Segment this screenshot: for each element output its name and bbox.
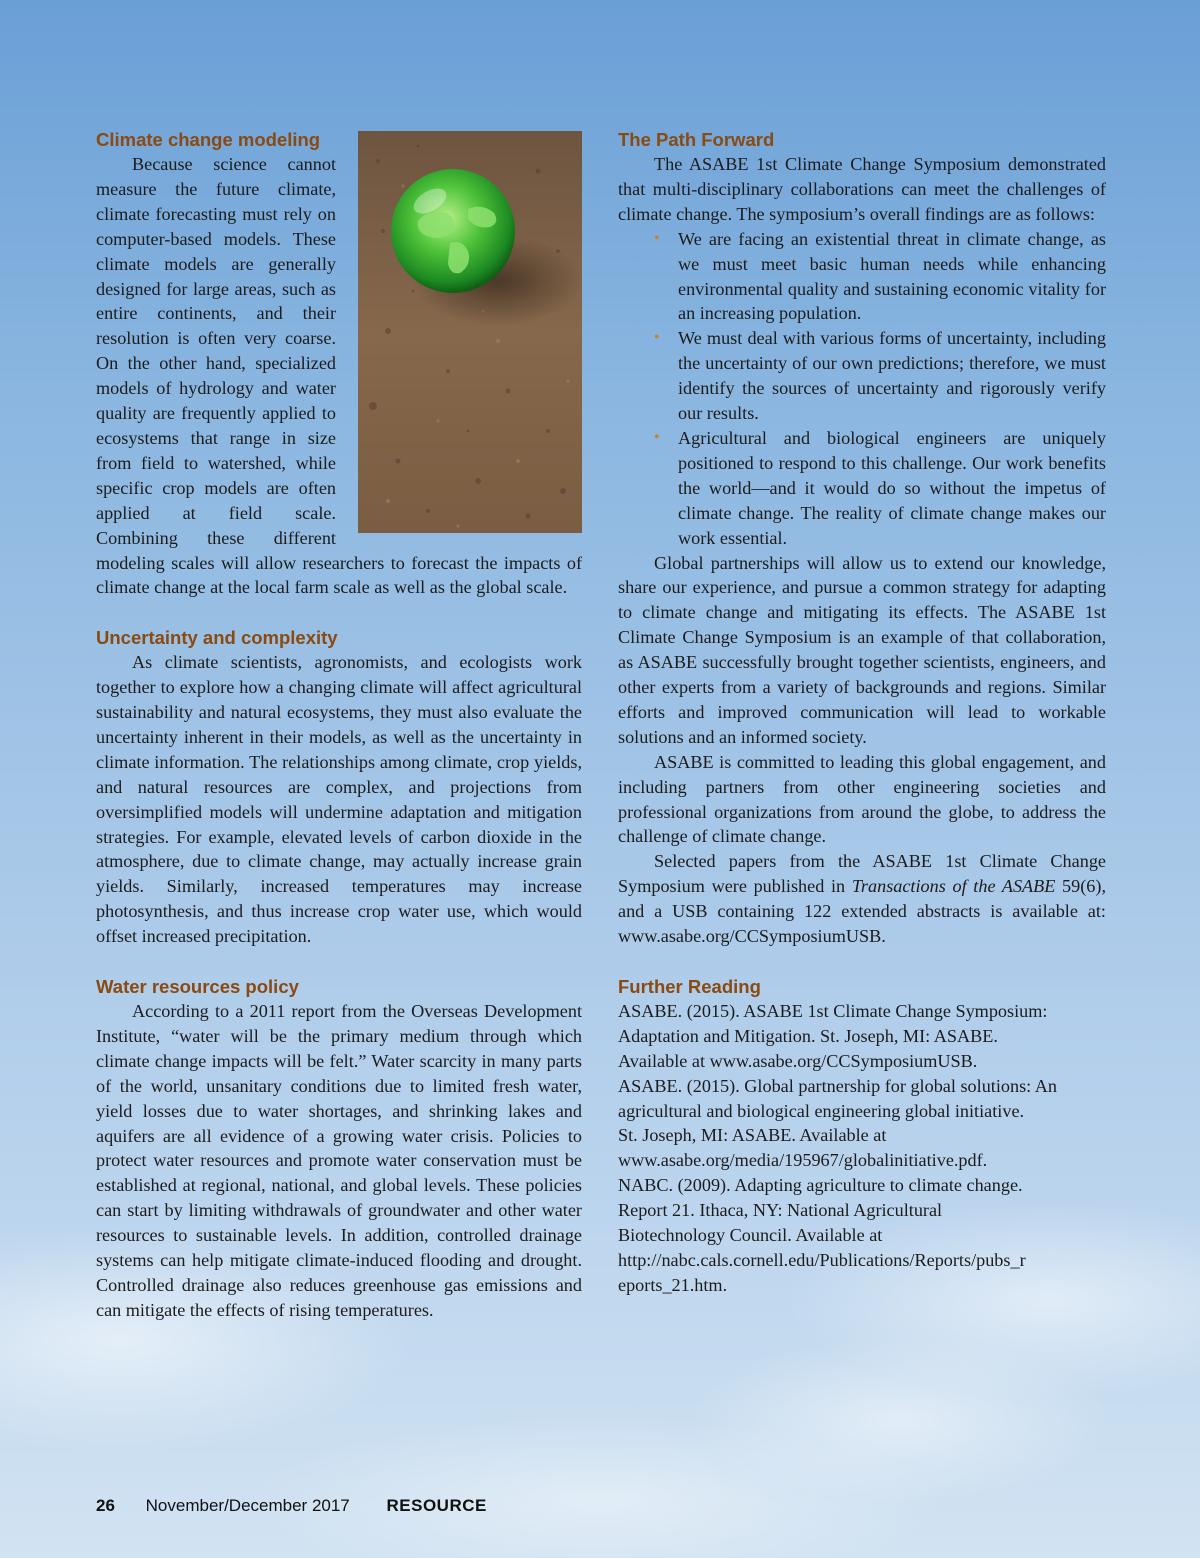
path-forward-intro: The ASABE 1st Climate Change Symposium demonstrated that multi-disciplinary collaborations can meet the challenges of climate change. The symposium’s overall findings are as follows: (618, 154, 1106, 224)
left-column (96, 127, 582, 1323)
reference-item: ASABE. (2015). ASABE 1st Climate Change Symposium: Adaptation and Mitigation. St. Joseph, MI: ASABE. Available at www.asabe.org/CCSymposiumUSB. (618, 1000, 1048, 1071)
bullet-icon: • (654, 329, 660, 347)
water-policy-paragraph: According to a 2011 report from the Overseas Development Institute, “water will be the primary medium through which climate change impacts will be felt.” Water scarcity in many parts of the world, unsanitary conditions due to limited fresh water, yield losses due to water shortages, and shrinking lakes and aquifers are all evidence of a growing water crisis. Policies to protect water resources and promote water conservation must be established at regional, national, and global levels. These policies can start by limiting withdrawals of groundwater and other water resources to sustainable levels. In addition, controlled drainage systems can help mitigate climate-induced flooding and drought. Controlled drainage also reduces greenhouse gas emissions and can mitigate the effects of rising temperatures. (96, 1000, 582, 1320)
asabe-commitment-paragraph: ASABE is committed to leading this global engagement, and including partners from other engineering societies and professional organizations from around the globe, to address the challenge of climate change. (618, 751, 1106, 847)
bullet-icon: • (654, 428, 660, 446)
section-heading-path-forward: The Path Forward (618, 129, 775, 150)
section-heading-climate-modeling: Climate change modeling (96, 129, 321, 150)
green-globe-on-soil-photo (358, 131, 582, 533)
section-heading-water-policy: Water resources policy (96, 975, 299, 997)
list-item: • We are facing an existential threat in climate change, as we must meet basic human needs while enhancing environmental quality and sustaining economic vitality for an increasing population. (654, 228, 1106, 324)
page-footer (96, 1496, 487, 1516)
magazine-name: RESOURCE (386, 1496, 487, 1515)
reference-item: NABC. (2009). Adapting agriculture to climate change. Report 21. Ithaca, NY: National Agricultural Biotechnology Council. Available at http://nabc.cals.cornell.edu/Publications/Reports/pubs_r eports_21.htm. (618, 1175, 1026, 1295)
journal-title: Transactions of the ASABE (851, 876, 1056, 897)
section-heading-uncertainty: Uncertainty and complexity (96, 627, 338, 649)
climate-modeling-paragraph: Because science cannot measure the future climate, climate forecasting must rely on computer-based models. These climate models are generally designed for large areas, such as entire continents, and their resolution is often very coarse. On the other hand, specialized models of hydrology and water quality are frequently applied to ecosystems that range in size from field to watershed, while specific crop models are often applied at field scale. Combining these different modeling scales will allow researchers to forecast the impacts of climate change at the local farm scale as well as the global scale. (96, 154, 582, 598)
global-partnerships-paragraph: Global partnerships will allow us to extend our knowledge, share our experience, and pursue a common strategy for adapting to climate change and mitigating its effects. The ASABE 1st Climate Change Symposium is an example of that collaboration, as ASABE successfully brought together scientists, engineers, and other experts from a variety of backgrounds and regions. Similar efforts and improved communication will lead to workable solutions and an informed society. (618, 552, 1106, 747)
issue-date: November/December 2017 (145, 1496, 350, 1515)
reference-item: ASABE. (2015). Global partnership for global solutions: An agricultural and biological engineering global initiative. St. Joseph, MI: ASABE. Available at www.asabe.org/media/195967/globalinitiative.pdf. (618, 1075, 1057, 1171)
list-item: • We must deal with various forms of uncertainty, including the uncertainty of our own predictions; therefore, we must identify the sources of uncertainty and rigorously verify our results. (654, 328, 1106, 424)
bullet-icon: • (654, 229, 660, 247)
list-item: • Agricultural and biological engineers are uniquely positioned to respond to this challenge. Our work benefits the world—and it would do so without the impetus of climate change. The reality of climate change makes our work essential. (654, 427, 1106, 548)
page-number: 26 (96, 1496, 115, 1515)
section-heading-further-reading: Further Reading (618, 975, 761, 997)
uncertainty-paragraph: As climate scientists, agronomists, and ecologists work together to explore how a changing climate will affect agricultural sustainability and natural ecosystems, they must also evaluate the uncertainty inherent in their models, as well as the uncertainty in climate information. The relationships among climate, crop yields, and natural resources are complex, and projections from oversimplified models will undermine adaptation and mitigation strategies. For example, elevated levels of carbon dioxide in the atmosphere, due to climate change, may actually increase grain yields. Similarly, increased temperatures may increase photosynthesis, and thus increase crop water use, which would offset increased precipitation. (96, 652, 582, 947)
findings-list (618, 227, 1106, 551)
selected-papers-paragraph: Selected papers from the ASABE 1st Climate Change Symposium were published in Transactions of the ASABE 59(6), and a USB containing 122 extended abstracts is available at: www.asabe.org/CCSymposiumUSB. (618, 851, 1107, 947)
globe-photo-illustration (358, 131, 582, 533)
right-column (618, 127, 1106, 1298)
